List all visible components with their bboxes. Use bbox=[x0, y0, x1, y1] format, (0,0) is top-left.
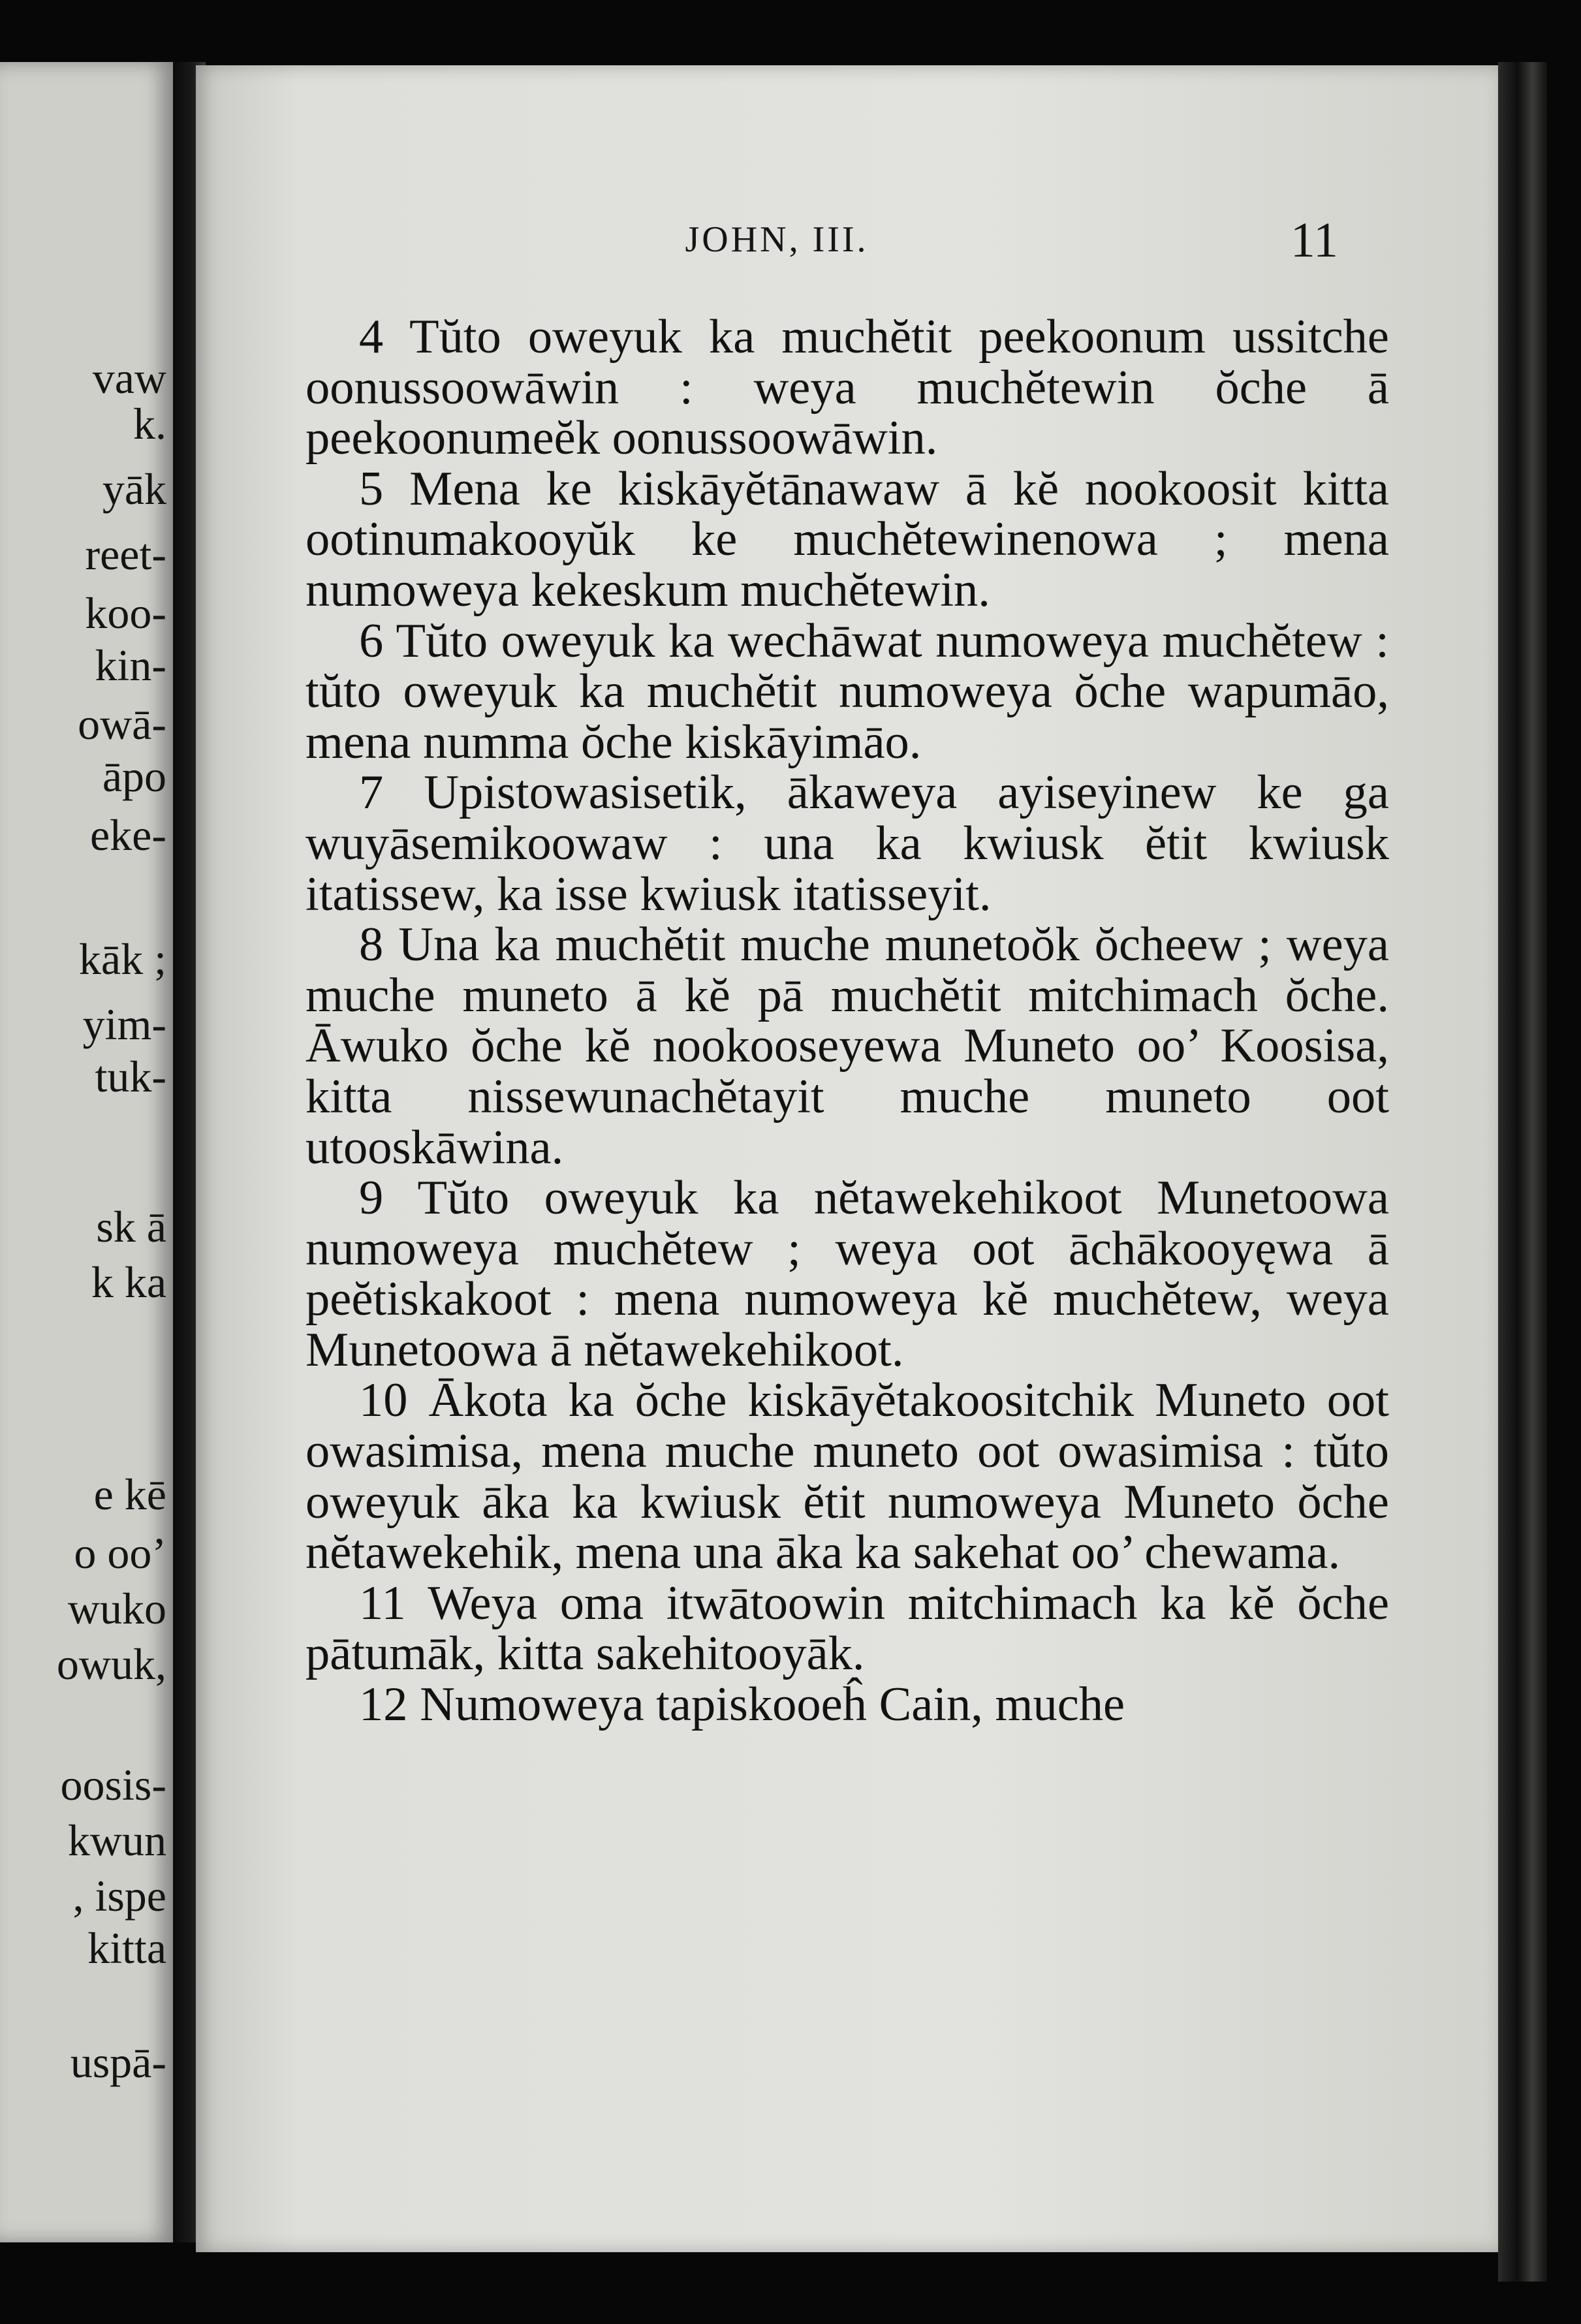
verse-text: Una ka muchĕtit muche munetoŏk ŏcheew ; weya muche muneto ā kĕ pā muchĕtit mitchimach ŏche. Āwuko ŏche kĕ nookooseyewa Muneto oo’ Koosisa, kitta nissewunachĕtayit muche muneto oot utooskāwina. bbox=[305, 918, 1390, 1174]
verse-number: 9 bbox=[359, 1171, 384, 1225]
left-fragment-line: āpo bbox=[102, 751, 166, 801]
left-fragment-line: wuko bbox=[67, 1584, 166, 1633]
verse-number: 5 bbox=[359, 462, 384, 516]
left-fragment-line: kāk ; bbox=[78, 934, 166, 984]
left-fragment-line: yim- bbox=[82, 999, 166, 1049]
verse-text: Tŭto oweyuk ka nĕtawekehikoot Munetoowa numoweya muchĕtew ; weya oot āchākooyęwa ā peĕtiskakoot : mena numoweya kĕ muchĕtew, weya Munetoowa ā nĕtawekehikoot. bbox=[305, 1171, 1389, 1377]
verse-number: 7 bbox=[359, 766, 384, 820]
left-fragment-line: kwun bbox=[67, 1815, 166, 1865]
verse-number: 8 bbox=[359, 918, 384, 972]
verse bbox=[305, 1375, 1389, 1578]
left-fragment-line: owuk, bbox=[56, 1639, 166, 1689]
verse bbox=[305, 312, 1389, 464]
left-fragment-line: e kē bbox=[93, 1469, 166, 1519]
verse-text: Upistowasisetik, ākaweya ayiseyinew ke ga wuyāsemikoowaw : una ka kwiusk ĕtit kwiusk itatissew, ka isse kwiusk itatisseyit. bbox=[305, 766, 1389, 921]
scripture-text bbox=[305, 312, 1389, 1731]
left-fragment-line: tuk- bbox=[95, 1052, 166, 1101]
verse bbox=[305, 920, 1389, 1173]
verse-text: Tŭto oweyuk ka wechāwat numoweya muchĕtew : tŭto oweyuk ka muchĕtit numoweya ŏche wapumāo, mena numma ŏche kiskāyimāo. bbox=[305, 614, 1389, 769]
verse bbox=[305, 1680, 1389, 1731]
verse-number: 10 bbox=[359, 1374, 408, 1428]
left-fragment-line: k ka bbox=[91, 1257, 166, 1307]
verse-text: Ākota ka ŏche kiskāyĕtakoositchik Muneto oot owasimisa, mena muche muneto oot owasimisa : tŭto oweyuk āka ka kwiusk ĕtit numoweya Muneto ŏche nĕtawekehik, mena una āka ka sakehat oo’ chewama. bbox=[305, 1374, 1390, 1580]
verse-text: Tŭto oweyuk ka muchĕtit peekoonum ussitche oonussoowāwin : weya muchĕtewin ŏche ā peekoonumeĕk oonussoowāwin. bbox=[305, 310, 1389, 465]
verse-text: Numoweya tapiskooeĥ Cain, muche bbox=[420, 1678, 1125, 1732]
page-number: 11 bbox=[1290, 213, 1338, 268]
facing-page-fragment bbox=[0, 62, 173, 2242]
left-fragment-line: sk ā bbox=[96, 1202, 166, 1251]
verse bbox=[305, 616, 1389, 768]
left-fragment-line: k. bbox=[133, 399, 166, 448]
left-fragment-line: , ispe bbox=[72, 1871, 166, 1921]
left-fragment-line: kin- bbox=[95, 640, 166, 690]
left-fragment-line: oosis- bbox=[60, 1760, 166, 1810]
left-fragment-line: o oo’ bbox=[74, 1528, 166, 1578]
left-fragment-line: owā- bbox=[78, 699, 166, 749]
verse bbox=[305, 1578, 1389, 1680]
verse bbox=[305, 768, 1389, 920]
page-header bbox=[215, 213, 1338, 271]
left-fragment-line: vaw bbox=[92, 353, 166, 403]
page-edge bbox=[1498, 62, 1547, 2282]
verse bbox=[305, 1173, 1389, 1375]
verse-number: 6 bbox=[359, 614, 384, 668]
left-fragment-line: reet- bbox=[85, 529, 166, 579]
left-fragment-line: uspā- bbox=[70, 2037, 166, 2087]
left-fragment-line: eke- bbox=[89, 810, 166, 860]
verse-text: Weya oma itwātoowin mitchimach ka kĕ ŏche pātumāk, kitta sakehitooyāk. bbox=[305, 1576, 1390, 1681]
verse-number: 12 bbox=[359, 1678, 408, 1732]
left-fragment-line: koo- bbox=[85, 588, 166, 638]
verse bbox=[305, 464, 1389, 616]
left-fragment-line: kitta bbox=[87, 1923, 166, 1973]
left-fragment-line: yāk bbox=[102, 464, 166, 514]
verse-text: Mena ke kiskāyĕtānawaw ā kĕ nookoosit kitta ootinumakooyŭk ke muchĕtewinenowa ; mena numoweya kekeskum muchĕtewin. bbox=[305, 462, 1389, 617]
running-title: JOHN, III. bbox=[685, 219, 869, 260]
verse-number: 4 bbox=[359, 310, 384, 364]
verse-number: 11 bbox=[359, 1576, 406, 1630]
